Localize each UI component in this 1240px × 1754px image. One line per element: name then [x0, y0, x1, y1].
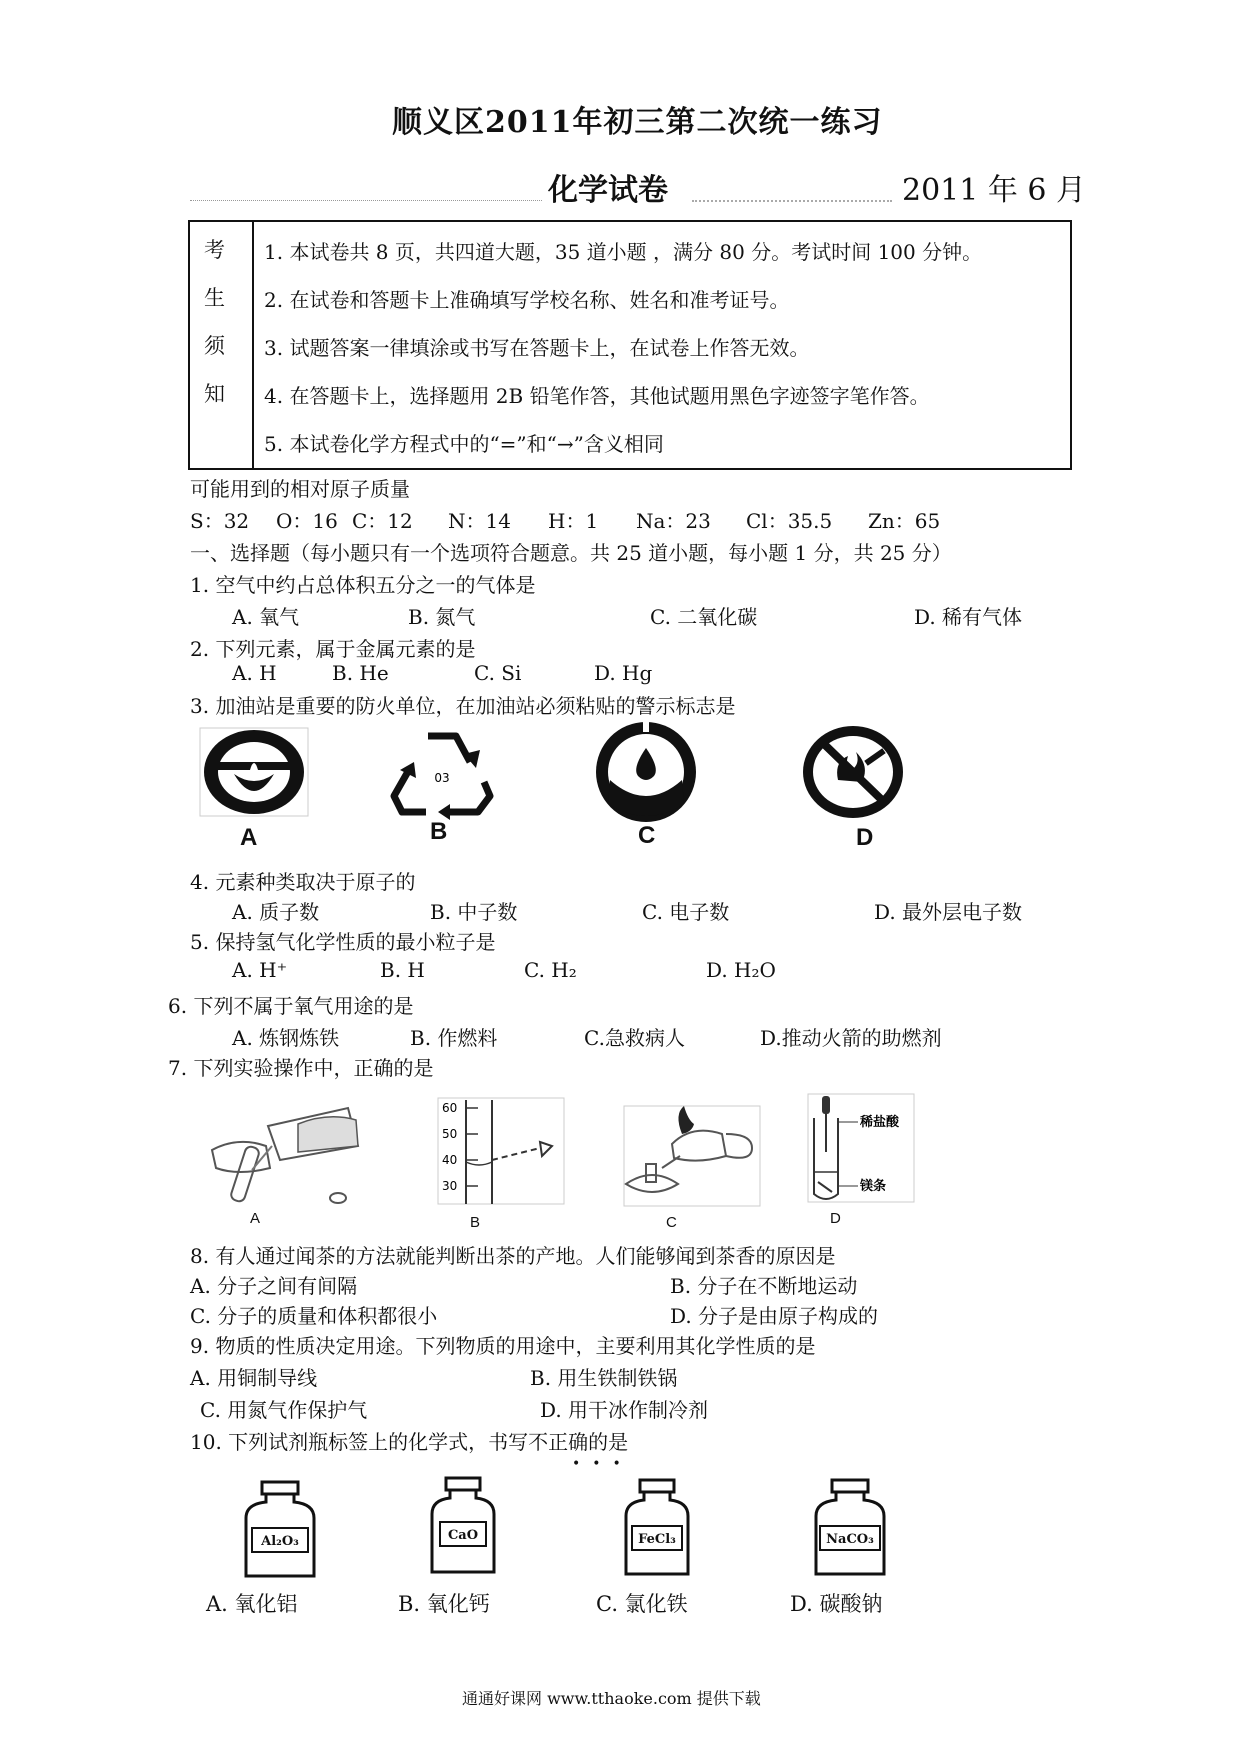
label-dilute-hcl: 稀盐酸: [860, 1115, 900, 1130]
atomic-mass-zn: Zn：65: [868, 509, 941, 533]
question-stem: 6. 下列不属于氧气用途的是: [168, 994, 414, 1018]
reagent-bottle-d: [812, 1478, 888, 1578]
exam-date: 2011 年 6 月: [902, 173, 1087, 208]
question-stem: 4. 元素种类取决于原子的: [190, 870, 416, 894]
bottle-caption-c: C. 氯化铁: [596, 1592, 688, 1616]
option-c: C. H₂: [524, 958, 577, 982]
reagent-bottle-b: [428, 1476, 498, 1576]
figure-label-a: A: [240, 824, 258, 851]
section-heading: 一、选择题（每小题只有一个选项符合题意。共 25 道小题，每小题 1 分，共 25 分）: [190, 541, 952, 565]
bottle-caption-b: B. 氧化钙: [398, 1592, 490, 1616]
notice-item: 1. 本试卷共 8 页，共四道大题，35 道小题 ，满分 80 分。考试时间 100 分钟。: [264, 240, 983, 264]
question-stem: 2. 下列元素，属于金属元素的是: [190, 637, 476, 661]
figure-label-b: B: [470, 1214, 481, 1231]
question-stem: 8. 有人通过闻茶的方法就能判断出茶的产地。人们能够闻到茶香的原因是: [190, 1244, 836, 1268]
notice-item: 4. 在答题卡上，选择题用 2B 铅笔作答，其他试题用黑色字迹签字笔作答。: [264, 384, 930, 408]
figure-label-d: D: [830, 1210, 841, 1227]
option-d: D. 分子是由原子构成的: [670, 1304, 879, 1328]
option-c: C.急救病人: [584, 1026, 685, 1050]
option-a: A. 氧气: [232, 605, 300, 629]
atomic-mass-c: C：12: [352, 509, 413, 533]
notice-item: 5. 本试卷化学方程式中的“=”和“→”含义相同: [264, 432, 664, 456]
no-fire-sign-icon: [798, 722, 908, 822]
figure-label-c: C: [666, 1214, 677, 1231]
question-stem: 5. 保持氢气化学性质的最小粒子是: [190, 930, 496, 954]
question-stem: 7. 下列实验操作中，正确的是: [168, 1056, 434, 1080]
option-d: D. 用干冰作制冷剂: [540, 1398, 709, 1422]
option-b: B. 氮气: [408, 605, 476, 629]
option-d: D. 最外层电子数: [874, 900, 1023, 924]
option-a: A. H: [232, 661, 277, 685]
option-c: C. 二氧化碳: [650, 605, 758, 629]
option-b: B. 作燃料: [410, 1026, 498, 1050]
label-magnesium: 镁条: [860, 1179, 887, 1194]
option-a: A. H⁺: [232, 958, 288, 982]
option-b: B. 用生铁制铁锅: [530, 1366, 678, 1390]
question-stem: 3. 加油站是重要的防火单位，在加油站必须粘贴的警示标志是: [190, 694, 736, 718]
figure-label-a: A: [250, 1210, 261, 1227]
notice-char: 生: [204, 286, 225, 310]
atomic-mass-heading: 可能用到的相对原子质量: [190, 477, 410, 501]
tick-60: 60: [442, 1101, 458, 1115]
option-b: B. He: [332, 661, 389, 685]
recycle-number: 03: [434, 771, 450, 785]
atomic-mass-na: Na：23: [636, 509, 711, 533]
option-d: D. Hg: [594, 661, 653, 685]
notice-char: 须: [204, 334, 225, 358]
figure-label-c: C: [638, 822, 656, 849]
graduated-cylinder-illustration: [436, 1096, 566, 1206]
notice-char: 知: [204, 382, 225, 406]
bottle-formula-b: CaO: [447, 1528, 479, 1543]
question-stem: 10. 下列试剂瓶标签上的化学式，书写不正确的是: [190, 1430, 629, 1454]
question-stem: 9. 物质的性质决定用途。下列物质的用途中，主要利用其化学性质的是: [190, 1334, 816, 1358]
bottle-formula-a: Al₂O₃: [261, 1534, 299, 1549]
option-b: B. 中子数: [430, 900, 518, 924]
test-tube-illustration: [806, 1092, 916, 1204]
dotted-leader: [190, 200, 542, 201]
option-a: A. 分子之间有间隔: [190, 1274, 358, 1298]
question-stem: 1. 空气中约占总体积五分之一的气体是: [190, 573, 536, 597]
subject-title: 化学试卷: [548, 173, 668, 208]
emphasis-dots: •••: [572, 1456, 633, 1472]
bottle-caption-a: A. 氧化铝: [206, 1592, 298, 1616]
option-d: D. 稀有气体: [914, 605, 1023, 629]
atomic-mass-n: N：14: [448, 509, 511, 533]
tick-50: 50: [442, 1127, 458, 1141]
atomic-mass-h: H：1: [548, 509, 599, 533]
notice-item: 2. 在试卷和答题卡上准确填写学校名称、姓名和准考证号。: [264, 288, 790, 312]
reagent-bottle-a: [242, 1480, 318, 1580]
figure-label-b: B: [430, 818, 448, 845]
footer-text: 通通好课网 www.tthaoke.com 提供下载: [462, 1689, 761, 1708]
notice-item: 3. 试题答案一律填涂或书写在答题卡上，在试卷上作答无效。: [264, 336, 810, 360]
atomic-mass-cl: Cl：35.5: [746, 509, 833, 533]
notice-side-label: [190, 222, 254, 468]
figure-label-d: D: [856, 824, 874, 851]
notice-char: 考: [204, 238, 225, 262]
option-a: A. 用铜制导线: [190, 1366, 318, 1390]
atomic-mass-s: S：32: [190, 509, 250, 533]
bottle-caption-d: D. 碳酸钠: [790, 1592, 883, 1616]
page-title: 顺义区2011年初三第二次统一练习: [392, 105, 883, 140]
option-c: C. Si: [474, 661, 522, 685]
water-drop-sign-icon: [588, 718, 704, 824]
reagent-bottle-c: [622, 1478, 692, 1578]
option-d: D. H₂O: [706, 958, 776, 982]
atomic-mass-o: O：16: [276, 509, 338, 533]
option-c: C. 分子的质量和体积都很小: [190, 1304, 438, 1328]
bottle-formula-d: NaCO₃: [826, 1532, 874, 1547]
option-b: B. 分子在不断地运动: [670, 1274, 858, 1298]
option-b: B. H: [380, 958, 425, 982]
bottle-formula-c: FeCl₃: [638, 1532, 676, 1547]
pouring-liquid-illustration: [208, 1106, 368, 1206]
sign-a-icon: [198, 726, 310, 818]
option-d: D.推动火箭的助燃剂: [760, 1026, 942, 1050]
alcohol-lamp-illustration: [622, 1104, 762, 1208]
notice-box: [188, 220, 1072, 470]
tick-40: 40: [442, 1153, 458, 1167]
option-a: A. 质子数: [232, 900, 320, 924]
tick-30: 30: [442, 1179, 458, 1193]
dotted-leader: [692, 200, 892, 202]
option-a: A. 炼钢炼铁: [232, 1026, 340, 1050]
option-c: C. 用氮气作保护气: [200, 1398, 368, 1422]
option-c: C. 电子数: [642, 900, 730, 924]
recycle-sign-icon: [388, 726, 496, 820]
